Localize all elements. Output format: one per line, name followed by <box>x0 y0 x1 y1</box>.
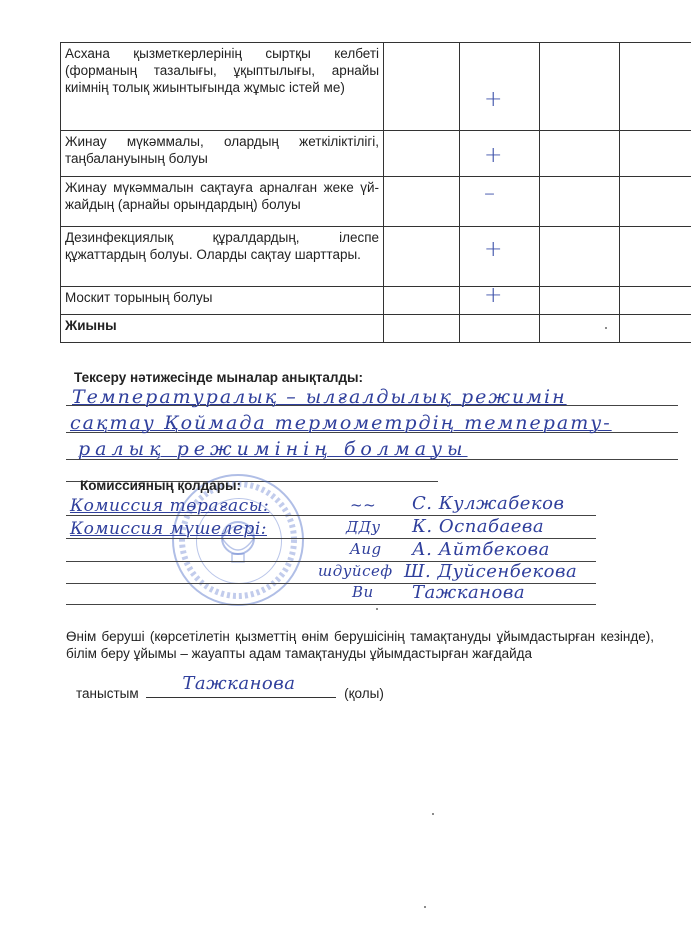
handwritten-result-line: сақтау Қоймада термометрдің температу- <box>70 412 612 434</box>
signature-scribble: Aug <box>350 540 382 558</box>
check-mark: + <box>483 87 503 112</box>
acknowledgement-row <box>76 673 384 701</box>
scan-speck <box>376 608 378 610</box>
criteria-question: Жинау мүкәммалы, олардың жеткіліктілігі, таңбалануының болуы <box>61 131 384 177</box>
table-row <box>61 131 691 177</box>
commission-member-name: Ш. Дуйсенбекова <box>404 561 578 582</box>
signature-scribble: ~~ <box>350 496 377 514</box>
table-row <box>61 227 691 287</box>
criteria-question: Жинау мүкәммалын сақтауға арналған жеке үй-жайдың (арнайы орындардың) болуы <box>61 177 384 227</box>
acknowledgement-signature: Тажканова <box>182 673 296 694</box>
check-mark: + <box>483 283 503 308</box>
commission-member-name: К. Оспабаева <box>412 516 545 537</box>
table-row <box>61 287 691 315</box>
commission-chair-role: Комиссия төрағасы: <box>70 496 270 516</box>
commission-label: Комиссияның қолдары: <box>80 478 241 493</box>
check-mark: + <box>483 143 503 168</box>
table-row <box>61 315 691 343</box>
check-mark: + <box>483 237 503 262</box>
handwritten-result-line: Температуралық – ылғалдылық режимін <box>72 386 567 408</box>
scan-speck <box>605 327 607 329</box>
handwritten-result-line: ралық режимінің болмауы <box>78 438 468 460</box>
criteria-question: Дезинфекциялық құралдардың, ілеспе құжаттардың болуы. Оларды сақтау шарттары. <box>61 227 384 287</box>
criteria-question: Москит торының болуы <box>61 287 384 315</box>
results-label: Тексеру нәтижесінде мыналар анықталды: <box>74 370 364 385</box>
acknowledgement-label: таныстым <box>76 686 139 701</box>
signature-caption: (қолы) <box>344 686 384 701</box>
criteria-question: Асхана қызметкерлерінің сыртқы келбеті (форманың тазалығы, ұқыптылығы, арнайы киімнің толық жиынтығында жұмыс істей ме) <box>61 43 384 131</box>
scan-speck <box>432 813 434 815</box>
commission-member-name: А. Айтбекова <box>412 539 550 560</box>
table-row <box>61 177 691 227</box>
total-label: Жиыны <box>61 315 384 343</box>
seal-emblem <box>172 474 304 606</box>
signature-line <box>66 604 596 605</box>
criteria-table <box>60 42 691 343</box>
signature-scribble: ДДу <box>346 518 381 536</box>
commission-member-name: Тажканова <box>412 582 526 603</box>
official-seal <box>172 474 304 606</box>
signature-field <box>146 673 336 698</box>
commission-chair-name: С. Кулжабеков <box>412 493 565 514</box>
scan-speck <box>424 906 426 908</box>
table-row <box>61 43 691 131</box>
signature-scribble: шдуйсеф <box>318 562 393 580</box>
check-mark: – <box>483 181 495 206</box>
signature-scribble: Bu <box>352 583 374 601</box>
producer-paragraph: Өнім беруші (көрсетілетін қызметтің өнім берушісінің тамақтануды ұйымдастырған кезінде), білім беру ұйымы – жауапты адам тамақтануды ұйымдастырған жағдайда <box>66 629 654 661</box>
commission-members-role: Комиссия мүшелері: <box>70 519 267 539</box>
